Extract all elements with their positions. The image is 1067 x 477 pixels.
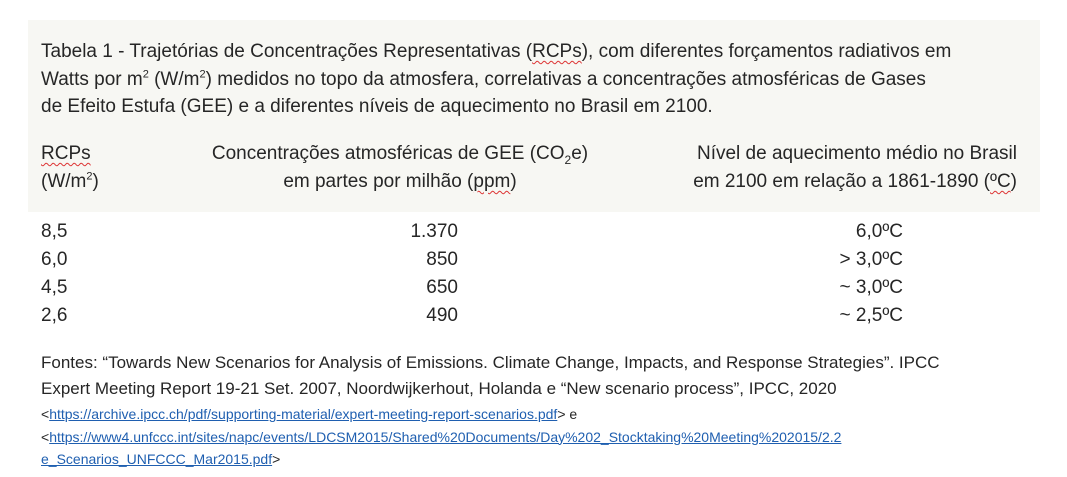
table-body: [41, 218, 1031, 330]
table-row: [41, 274, 1031, 302]
table-row: [41, 302, 1031, 330]
header-unit-text: (W/m: [41, 171, 87, 192]
header-concentration: [170, 140, 630, 196]
cell-rcp: 6,0: [41, 249, 68, 270]
source-links: [41, 403, 1031, 471]
header-text: ): [510, 171, 517, 192]
caption-line-2: [41, 66, 1031, 94]
header-text: e): [571, 143, 589, 164]
caption-text: Watts por m: [41, 68, 143, 90]
header-rcps-label: RCPs: [41, 143, 91, 164]
sources-line-1: Fontes: “Towards New Scenarios for Analysis of Emissions. Climate Change, Impacts, and Response Strategies”. IPCC: [41, 353, 940, 372]
cell-temperature: ~ 3,0ºC: [839, 277, 903, 298]
header-text: Nível de aquecimento médio no Brasil: [696, 143, 1017, 164]
cell-rcp: 8,5: [41, 221, 68, 242]
sources-note: [41, 350, 1031, 402]
sources-line-2: Expert Meeting Report 19-21 Set. 2007, Noordwijkerhout, Holanda e “New scenario process”, IPCC, 2020: [41, 379, 837, 398]
ipcc-link[interactable]: https://archive.ipcc.ch/pdf/supporting-material/expert-meeting-report-scenarios.pdf: [49, 406, 558, 422]
header-superscript: 2: [86, 170, 93, 183]
header-text: Concentrações atmosféricas de GEE (CO: [211, 143, 565, 164]
caption-superscript: 2: [199, 68, 206, 81]
header-subscript: 2: [564, 152, 572, 167]
unfccc-link-part-2[interactable]: e_Scenarios_UNFCCC_Mar2015.pdf: [41, 451, 273, 467]
cell-ppm: 1.370: [410, 221, 458, 242]
link-bracket: <: [41, 428, 50, 445]
caption-text: (W/m: [148, 68, 200, 90]
header-warming: [650, 140, 1017, 196]
header-text: ): [1010, 171, 1017, 192]
header-text: em 2100 em relação a 1861-1890 (: [693, 171, 990, 192]
caption-superscript: 2: [142, 68, 149, 81]
header-unit-word: ºC: [990, 171, 1011, 192]
link-bracket: <: [41, 406, 50, 422]
cell-ppm: 850: [426, 249, 458, 270]
cell-temperature: ~ 2,5ºC: [839, 305, 903, 326]
table-row: [41, 246, 1031, 274]
cell-ppm: 490: [426, 305, 458, 326]
unfccc-link-part-1[interactable]: https://www4.unfccc.int/sites/napc/events/LDCSM2015/Shared%20Documents/Day%202_Stocktaking%20Meeting%202015/2.2: [49, 428, 842, 445]
cell-temperature: > 3,0ºC: [839, 249, 903, 270]
cell-ppm: 650: [426, 277, 458, 298]
caption-rcp-word: RCPs: [532, 41, 582, 62]
cell-rcp: 2,6: [41, 305, 68, 326]
caption-line-3: de Efeito Estufa (GEE) e a diferentes níveis de aquecimento no Brasil em 2100.: [41, 96, 713, 117]
header-rcps: [41, 140, 99, 196]
header-text: em partes por milhão (: [283, 171, 474, 192]
table-row: [41, 218, 1031, 246]
caption-text: ), com diferentes forçamentos radiativos em: [581, 41, 952, 62]
cell-temperature: 6,0ºC: [855, 221, 903, 242]
caption-line-1: [41, 38, 1031, 66]
table-caption: [41, 38, 1031, 121]
cell-rcp: 4,5: [41, 277, 68, 298]
caption-text: ) medidos no topo da atmosfera, correlativas a concentrações atmosféricas de Gases: [205, 68, 926, 90]
header-unit-text: ): [92, 171, 99, 192]
link-separator: > e: [557, 406, 578, 422]
link-bracket: >: [272, 451, 281, 467]
caption-text: Tabela 1 - Trajetórias de Concentrações Representativas (: [41, 41, 533, 62]
header-ppm-word: ppm: [473, 171, 511, 192]
